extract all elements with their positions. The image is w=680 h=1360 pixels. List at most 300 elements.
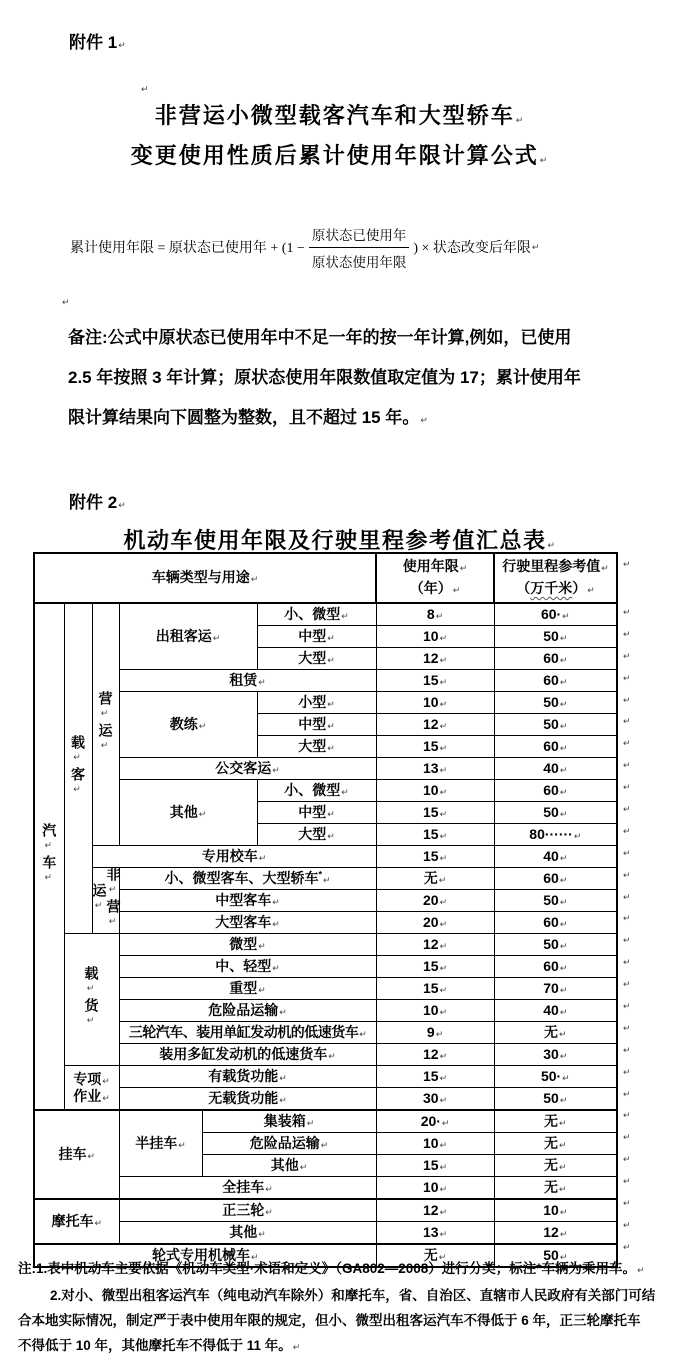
- table-row: [34, 1022, 617, 1044]
- row-end-mark: [622, 1018, 636, 1040]
- table-cell: 无↵: [494, 1133, 617, 1155]
- table-cell: 12↵: [376, 934, 494, 956]
- table-cell: 装用多缸发动机的低速货车↵: [119, 1044, 376, 1066]
- table-cell: 租赁↵: [119, 670, 376, 692]
- paragraph-mark: ↵: [559, 743, 568, 754]
- paragraph-mark: ↵: [118, 500, 126, 510]
- paragraph-mark: ↵: [623, 913, 631, 924]
- table-row: [34, 670, 617, 692]
- row-end-mark: [622, 554, 636, 602]
- paragraph-mark: ↵: [559, 985, 568, 996]
- row-end-mark: [622, 1149, 636, 1171]
- table-cell: 危险品运输↵: [202, 1133, 376, 1155]
- paragraph-mark: ↵: [637, 1265, 645, 1275]
- table-cell: 12↵: [494, 1222, 617, 1245]
- paragraph-mark: ↵: [94, 1218, 103, 1229]
- table-cell: 中型↵: [257, 714, 376, 736]
- table-cell: 60↵: [494, 736, 617, 758]
- paragraph-mark: ↵: [623, 957, 631, 968]
- table-title: [0, 524, 680, 555]
- paragraph-mark: ↵: [44, 872, 55, 887]
- paragraph-mark: ↵: [327, 655, 335, 666]
- paragraph-mark: ↵: [439, 1207, 448, 1218]
- doc-title-line2: [0, 139, 680, 170]
- remark-line: [68, 398, 581, 440]
- paragraph-mark: ↵: [559, 919, 568, 930]
- table-cell: 10↵: [376, 1133, 494, 1155]
- table-row: [34, 868, 617, 890]
- remark-line: [68, 318, 581, 358]
- paragraph-mark: ↵: [559, 1095, 568, 1106]
- paragraph-mark: ↵: [439, 655, 448, 666]
- row-end-mark: [622, 711, 636, 733]
- table-cell: 无↵: [494, 1155, 617, 1177]
- table-cell: 摩托车↵: [34, 1199, 119, 1244]
- paragraph-mark: ↵: [439, 765, 448, 776]
- paragraph-mark: ↵: [439, 897, 448, 908]
- table-cell: 50↵: [494, 1244, 617, 1267]
- paragraph-mark: ↵: [441, 1118, 450, 1129]
- table-cell: 专项↵ 作业↵: [64, 1066, 119, 1111]
- paragraph-mark: ↵: [327, 831, 335, 842]
- table-cell: 半挂车↵: [119, 1110, 202, 1177]
- paragraph-mark: ↵: [439, 787, 448, 798]
- paragraph-mark: ↵: [86, 1015, 97, 1030]
- paragraph-mark: ↵: [539, 155, 550, 165]
- row-end-mark: [622, 624, 636, 646]
- paragraph-mark: ↵: [439, 699, 448, 710]
- table-row: [34, 846, 617, 868]
- paragraph-mark: ↵: [623, 760, 631, 771]
- header-text-part: 万千米: [530, 580, 573, 596]
- table-row: [34, 934, 617, 956]
- paragraph-mark: ↵: [623, 825, 631, 836]
- paragraph-mark: ↵: [439, 809, 448, 820]
- remark-line3-text: 限计算结果向下圆整为整数，且不超过 15 年。: [68, 408, 420, 427]
- paragraph-mark: ↵: [559, 677, 568, 688]
- doc-title-line1-text: 非营运小微型载客汽车和大型轿车: [154, 103, 515, 128]
- row-end-mark: [622, 755, 636, 777]
- paragraph-mark: ↵: [108, 916, 119, 931]
- paragraph-mark: ↵: [279, 1073, 287, 1084]
- table-cell: 12↵: [376, 714, 494, 736]
- table-cell: 40↵: [494, 846, 617, 868]
- paragraph-mark: ↵: [258, 1229, 266, 1240]
- table-row: [34, 692, 617, 714]
- row-end-mark: [622, 1105, 636, 1127]
- paragraph-mark: ↵: [623, 1022, 631, 1033]
- paragraph-mark: ↵: [439, 963, 448, 974]
- table-row: [34, 1177, 617, 1200]
- paragraph-mark: ↵: [623, 804, 631, 815]
- table-cell: 15↵: [376, 736, 494, 758]
- paragraph-mark: ↵: [108, 884, 119, 899]
- paragraph-mark: ↵: [459, 563, 468, 573]
- paragraph-mark: ↵: [327, 721, 335, 732]
- table-cell: 50↵: [494, 692, 617, 714]
- doc-title-line1: [0, 99, 680, 130]
- table-cell: 小型↵: [257, 692, 376, 714]
- header-service-years: 使用年限↵ （年）↵: [376, 553, 494, 603]
- row-end-mark: [622, 1171, 636, 1193]
- table-cell: 三轮汽车、装用单缸发动机的低速货车↵: [119, 1022, 376, 1044]
- paragraph-mark: ↵: [559, 1229, 568, 1240]
- paragraph-mark: ↵: [587, 585, 595, 595]
- table-cell: 其他↵: [119, 780, 257, 846]
- paragraph-mark: ↵: [623, 1198, 631, 1209]
- table-row: [34, 1088, 617, 1111]
- paragraph-mark: ↵: [265, 1207, 273, 1218]
- paragraph-mark: ↵: [559, 1140, 567, 1151]
- note-line2-text: 2.对小、微型出租客运汽车（纯电动汽车除外）和摩托车，省、自治区、直辖市人民政府有关部门可结: [50, 1288, 656, 1303]
- table-cell: 70↵: [494, 978, 617, 1000]
- footnote-asterisk: *: [318, 869, 323, 880]
- note-line: [18, 1308, 655, 1333]
- row-end-mark: [622, 1040, 636, 1062]
- formula-numerator: 原状态已使用年: [309, 224, 410, 248]
- paragraph-mark: ↵: [623, 935, 631, 946]
- row-end-mark: [622, 690, 636, 712]
- table-cell: 无↵: [376, 868, 494, 890]
- table-cell: 10↵: [376, 626, 494, 648]
- header-vehicle-type: 车辆类型与用途↵: [34, 553, 376, 603]
- paragraph-mark: ↵: [306, 1118, 315, 1129]
- paragraph-mark: ↵: [452, 585, 461, 595]
- table-cell: 12↵: [376, 648, 494, 670]
- paragraph-mark: ↵: [265, 1184, 273, 1195]
- header-text-part: ）: [572, 580, 587, 596]
- table-cell: 小、微型↵: [257, 603, 376, 626]
- paragraph-mark: ↵: [559, 875, 568, 886]
- paragraph-mark: ↵: [87, 1151, 96, 1162]
- paragraph-mark: ↵: [438, 1252, 447, 1263]
- table-cell: 无↵: [494, 1110, 617, 1133]
- paragraph-mark: ↵: [327, 743, 335, 754]
- table-cell: 15↵: [376, 802, 494, 824]
- table-cell: 50↵: [494, 934, 617, 956]
- table-cell: 60↵: [494, 648, 617, 670]
- table-cell: 13↵: [376, 758, 494, 780]
- paragraph-mark: ↵: [573, 831, 582, 842]
- table-cell: 50↵: [494, 626, 617, 648]
- paragraph-mark: ↵: [438, 875, 447, 886]
- paragraph-mark: ↵: [272, 765, 280, 776]
- row-end-mark: [622, 1062, 636, 1084]
- table-cell: 60↵: [494, 912, 617, 934]
- table-cell: 8↵: [376, 603, 494, 626]
- table-cell: 20↵: [376, 912, 494, 934]
- paragraph-mark: ↵: [562, 611, 570, 622]
- table-cell: 15↵: [376, 1066, 494, 1088]
- table-cell: 15↵: [376, 978, 494, 1000]
- paragraph-mark: ↵: [623, 738, 631, 749]
- paragraph-mark: ↵: [439, 1162, 448, 1173]
- table-cell: 15↵: [376, 956, 494, 978]
- table-cell: 60↵: [494, 780, 617, 802]
- paragraph-mark: ↵: [547, 540, 557, 550]
- formula-remark: [68, 318, 581, 440]
- table-cell: 20↵: [376, 890, 494, 912]
- formula-denominator: 原状态使用年限: [311, 254, 407, 270]
- row-end-mark: [622, 930, 636, 952]
- row-end-mark: [622, 602, 636, 624]
- row-end-mark: [622, 843, 636, 865]
- table-cell: 小、微型客车、大型轿车*↵: [119, 868, 376, 890]
- paragraph-mark: ↵: [559, 941, 568, 952]
- table-cell: 中、轻型↵: [119, 956, 376, 978]
- paragraph-mark: ↵: [73, 752, 83, 767]
- row-end-mark: [622, 1215, 636, 1237]
- paragraph-mark: ↵: [559, 699, 568, 710]
- table-cell: 40↵: [494, 758, 617, 780]
- table-cell: 10↵: [376, 1177, 494, 1200]
- paragraph-mark: ↵: [320, 1140, 329, 1151]
- paragraph-mark: ↵: [100, 740, 111, 755]
- paragraph-mark: ↵: [439, 831, 448, 842]
- paragraph-mark: ↵: [623, 650, 631, 661]
- paragraph-mark: ↵: [623, 607, 631, 617]
- table-row: [34, 1222, 617, 1245]
- table-cell: 非↵营↵运↵: [92, 868, 119, 934]
- paragraph-mark: ↵: [559, 963, 568, 974]
- row-end-mark: [622, 777, 636, 799]
- row-end-mark: [622, 668, 636, 690]
- paragraph-mark: ↵: [439, 941, 448, 952]
- paragraph-mark: ↵: [623, 1044, 631, 1055]
- table-cell: 公交客运↵: [119, 758, 376, 780]
- table-cell: 80······↵: [494, 824, 617, 846]
- row-end-mark: [622, 646, 636, 668]
- paragraph-mark: ↵: [439, 1229, 448, 1240]
- table-cell: 营↵运↵: [92, 603, 119, 846]
- paragraph-mark: ↵: [623, 1066, 631, 1077]
- table-cell: 正三轮↵: [119, 1199, 376, 1222]
- table-cell: 无↵: [376, 1244, 494, 1267]
- row-end-mark: [622, 887, 636, 909]
- row-end-mark: [622, 799, 636, 821]
- table-cell: 50↵: [494, 714, 617, 736]
- table-row: [34, 1000, 617, 1022]
- table-cell: 13↵: [376, 1222, 494, 1245]
- paragraph-mark: ↵: [439, 1051, 448, 1062]
- paragraph-mark: ↵: [86, 983, 97, 998]
- table-row: [34, 1110, 617, 1133]
- paragraph-mark: ↵: [94, 900, 105, 915]
- paragraph-mark: ↵: [178, 1140, 186, 1151]
- paragraph-mark: ↵: [439, 919, 448, 930]
- paragraph-mark: ↵: [435, 1029, 444, 1040]
- table-cell: 载↵货↵: [64, 934, 119, 1066]
- paragraph-mark: ↵: [559, 1007, 568, 1018]
- table-cell: 15↵: [376, 670, 494, 692]
- table-cell: 载↵客↵: [64, 603, 92, 934]
- paragraph-mark: ↵: [439, 853, 448, 864]
- row-end-mark: [622, 821, 636, 843]
- table-cell: 其他↵: [119, 1222, 376, 1245]
- formula-fraction: [309, 224, 410, 271]
- paragraph-mark: ↵: [623, 628, 631, 639]
- table-cell: 60↵: [494, 670, 617, 692]
- attachment1-text: 附件 1: [69, 33, 118, 52]
- table-cell: 轮式专用机械车↵: [34, 1244, 376, 1267]
- paragraph-mark: ↵: [279, 1007, 287, 1018]
- table-title-text: 机动车使用年限及行驶里程参考值汇总表: [123, 528, 547, 553]
- paragraph-mark: ↵: [559, 809, 568, 820]
- table-cell: 无↵: [494, 1177, 617, 1200]
- paragraph-mark: ↵: [420, 415, 428, 425]
- paragraph-mark: ↵: [559, 1162, 567, 1173]
- table-cell: 60↵: [494, 956, 617, 978]
- paragraph-mark: ↵: [623, 1088, 631, 1099]
- paragraph-mark: ↵: [258, 985, 266, 996]
- table-cell: 12↵: [376, 1044, 494, 1066]
- paragraph-mark: ↵: [623, 1154, 631, 1165]
- note-line: [18, 1283, 655, 1308]
- attachment2-text: 附件 2: [69, 493, 118, 512]
- paragraph-mark: ↵: [439, 743, 448, 754]
- paragraph-mark: ↵: [327, 633, 335, 644]
- table-cell: 15↵: [376, 1155, 494, 1177]
- table-row: [34, 758, 617, 780]
- paragraph-mark: ↵: [559, 1207, 568, 1218]
- table-row: [34, 780, 617, 802]
- paragraph-mark: ↵: [623, 847, 631, 858]
- table-cell: 10↵: [494, 1199, 617, 1222]
- table-cell: 大型↵: [257, 736, 376, 758]
- table-cell: 教练↵: [119, 692, 257, 758]
- paragraph-mark: ↵: [559, 1184, 567, 1195]
- paragraph-mark: ↵: [251, 1252, 259, 1263]
- paragraph-mark: ↵: [439, 985, 448, 996]
- row-end-mark: [622, 908, 636, 930]
- paragraph-mark: ↵: [292, 1342, 301, 1352]
- table-cell: 15↵: [376, 824, 494, 846]
- paragraph-mark: ↵: [601, 563, 609, 573]
- paragraph-mark: ↵: [258, 941, 266, 952]
- table-cell: 汽↵车↵: [34, 603, 64, 1110]
- table-row: [34, 1199, 617, 1222]
- paragraph-mark: ↵: [439, 1073, 448, 1084]
- header-mileage-reference: 行驶里程参考值↵ （万千米）↵: [494, 553, 617, 603]
- paragraph-mark: ↵: [44, 840, 55, 855]
- table-row: [34, 553, 617, 603]
- paragraph-mark: ↵: [623, 716, 631, 727]
- paragraph-mark: ↵: [258, 677, 266, 688]
- paragraph-mark: ↵: [439, 633, 448, 644]
- paragraph-mark: ↵: [559, 1051, 568, 1062]
- row-end-mark: [622, 865, 636, 887]
- row-end-mark: [622, 996, 636, 1018]
- paragraph-mark: ↵: [623, 1132, 631, 1143]
- paragraph-mark: ↵: [623, 559, 631, 569]
- table-cell: 中型↵: [257, 802, 376, 824]
- paragraph-mark: ↵: [250, 574, 259, 584]
- table-cell: 无↵: [494, 1022, 617, 1044]
- table-cell: 其他↵: [202, 1155, 376, 1177]
- paragraph-mark: ↵: [435, 611, 444, 622]
- paragraph-mark: ↵: [118, 40, 126, 50]
- table-cell: 小、微型↵: [257, 780, 376, 802]
- table-cell: 15↵: [376, 846, 494, 868]
- paragraph-mark: ↵: [439, 1095, 448, 1106]
- paragraph-mark: ↵: [559, 787, 568, 798]
- paragraph-mark: ↵: [623, 782, 631, 793]
- table-cell: 无载货功能↵: [119, 1088, 376, 1111]
- remark-line2-text: 2.5 年按照 3 年计算；原状态使用年限数值取定值为 17；累计使用年: [68, 368, 581, 387]
- paragraph-mark: ↵: [141, 84, 149, 94]
- table-cell: 中型↵: [257, 626, 376, 648]
- table-cell: 危险品运输↵: [119, 1000, 376, 1022]
- note-line1-text: 注:1.表中机动车主要依据《机动车类型·术语和定义》（GA802—2008）进行分类；标注*车辆为乘用车。: [18, 1261, 637, 1276]
- table-cell: 大型客车↵: [119, 912, 376, 934]
- table-cell: 微型↵: [119, 934, 376, 956]
- table-cell: 30↵: [494, 1044, 617, 1066]
- table-cell: 10↵: [376, 1000, 494, 1022]
- paragraph-mark: ↵: [279, 1095, 287, 1106]
- row-end-mark: [622, 952, 636, 974]
- table-cell: 10↵: [376, 780, 494, 802]
- table-row: [34, 1066, 617, 1088]
- paragraph-mark: ↵: [327, 699, 335, 710]
- table-cell: 大型↵: [257, 648, 376, 670]
- table-cell: 大型↵: [257, 824, 376, 846]
- note-line3-text: 合本地实际情况，制定严于表中使用年限的规定，但小、微型出租客运汽车不得低于 6 年，正三轮摩托车: [18, 1313, 641, 1328]
- paragraph-mark: ↵: [559, 765, 568, 776]
- paragraph-mark: ↵: [559, 1118, 567, 1129]
- table-cell: 50↵: [494, 1088, 617, 1111]
- paragraph-mark: ↵: [623, 672, 631, 683]
- table-cell: 全挂车↵: [119, 1177, 376, 1200]
- row-end-mark: [622, 1084, 636, 1106]
- table-cell: 集装箱↵: [202, 1110, 376, 1133]
- paragraph-mark: ↵: [258, 853, 267, 864]
- paragraph-mark: ↵: [359, 1029, 367, 1040]
- attachment2-label: [69, 488, 126, 513]
- doc-title-line2-text: 变更使用性质后累计使用年限计算公式: [130, 143, 539, 168]
- paragraph-mark: ↵: [272, 897, 280, 908]
- table-cell: 重型↵: [119, 978, 376, 1000]
- paragraph-mark: ↵: [341, 787, 349, 798]
- note-line: [18, 1333, 655, 1360]
- table-cell: 60↵: [494, 868, 617, 890]
- paragraph-mark: ↵: [559, 1029, 567, 1040]
- paragraph-mark: ↵: [531, 241, 540, 252]
- table-row: [34, 978, 617, 1000]
- attachment1-label: [69, 28, 126, 53]
- paragraph-mark: ↵: [623, 694, 631, 705]
- row-end-mark: [622, 733, 636, 755]
- paragraph-mark: ↵: [100, 708, 111, 723]
- table-cell: 30↵: [376, 1088, 494, 1111]
- table-cell: 50↵: [494, 890, 617, 912]
- paragraph-mark: ↵: [623, 891, 631, 902]
- paragraph-mark: ↵: [439, 677, 448, 688]
- table-cell: 挂车↵: [34, 1110, 119, 1199]
- table-cell: 有载货功能↵: [119, 1066, 376, 1088]
- paragraph-mark: ↵: [327, 809, 335, 820]
- paragraph-mark: ↵: [559, 853, 568, 864]
- paragraph-mark: ↵: [439, 721, 448, 732]
- paragraph-mark: ↵: [198, 721, 207, 732]
- remark-line: [68, 358, 581, 398]
- paragraph-mark: ↵: [515, 115, 526, 125]
- paragraph-mark: ↵: [328, 1051, 336, 1062]
- table-cell: 12↵: [376, 1199, 494, 1222]
- paragraph-mark: ↵: [212, 633, 221, 644]
- paragraph-mark: ↵: [272, 963, 280, 974]
- paragraph-mark: ↵: [559, 721, 568, 732]
- paragraph-mark: ↵: [73, 784, 83, 799]
